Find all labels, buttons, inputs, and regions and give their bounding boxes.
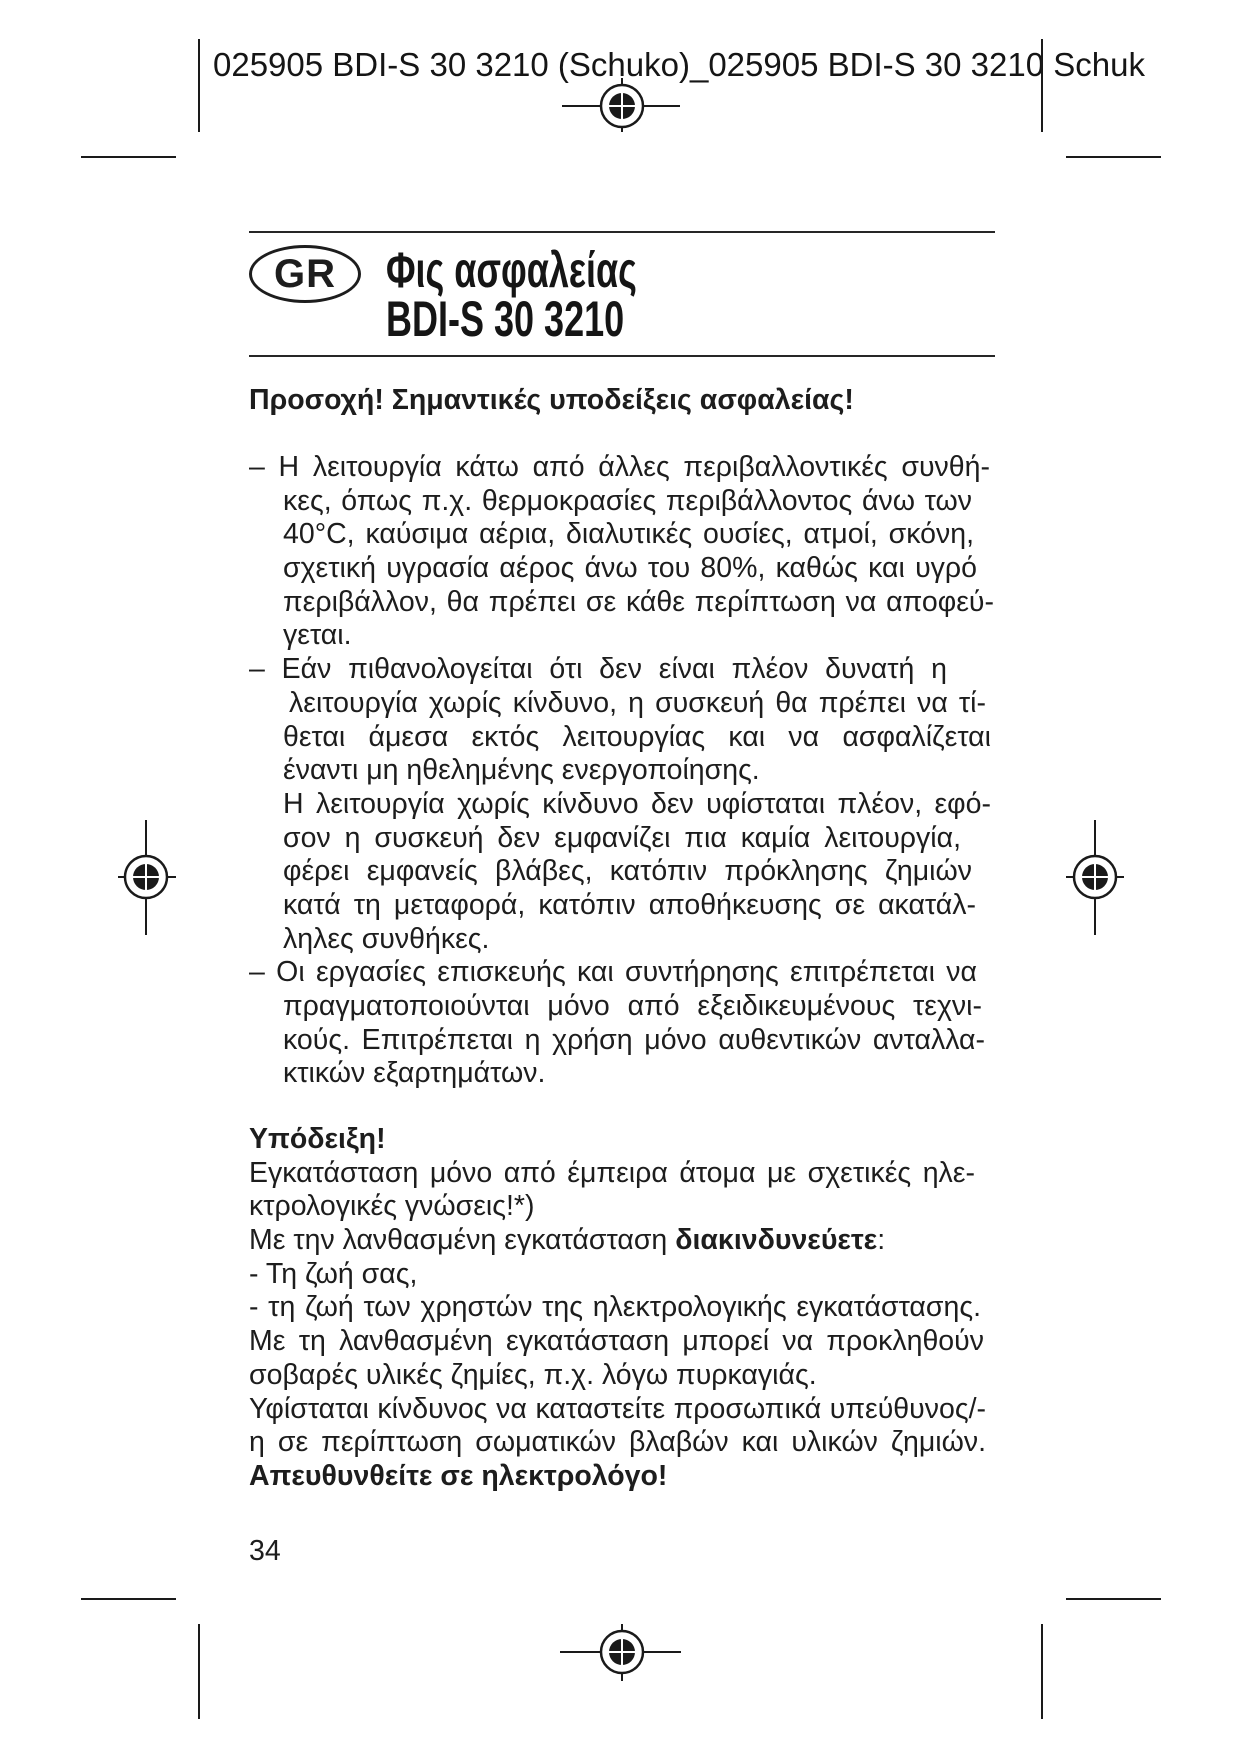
model-number: BDI-S 30 3210	[386, 291, 625, 347]
note-line: Υφίσταται κίνδυνος να καταστείτε προσωπικά υπεύθυνος/-	[249, 1392, 986, 1425]
list-line: κτικών εξαρτημάτων.	[283, 1057, 546, 1090]
registration-mark-right	[1066, 820, 1124, 935]
risk-line-prefix: Με την λανθασμένη εγκατάσταση	[249, 1224, 676, 1257]
list-line: 40°C, καύσιμα αέρια, διαλυτικές ουσίες, ατμοί, σκόνη,	[283, 518, 974, 551]
registration-mark-top	[562, 78, 680, 132]
registration-outer-ring	[125, 856, 167, 898]
language-badge-label: GR	[274, 252, 336, 296]
list-line: περιβάλλον, θα πρέπει σε κάθε περίπτωση να αποφεύ-	[283, 585, 994, 618]
risk-line-suffix: :	[877, 1224, 886, 1257]
registration-outer-ring	[601, 1631, 643, 1673]
note-line: Εγκατάσταση μόνο από έμπειρα άτομα με σχετικές ηλε-	[249, 1156, 975, 1189]
note-closing: Απευθυνθείτε σε ηλεκτρολόγο!	[249, 1459, 668, 1492]
registration-inner-disk	[609, 93, 635, 119]
risk-item: - τη ζωή των χρηστών της ηλεκτρολογικής εγκατάστασης.	[249, 1291, 981, 1324]
note-line: κτρολογικές γνώσεις!*)	[249, 1190, 535, 1223]
page-title: Φις ασφαλείας	[386, 242, 637, 298]
list-line: θεται άμεσα εκτός λειτουργίας και να ασφαλίζεται	[283, 720, 991, 753]
registration-inner-disk	[133, 864, 159, 890]
registration-mark-bottom	[560, 1624, 681, 1681]
list-line: – Οι εργασίες επισκευής και συντήρησης επιτρέπεται να	[249, 956, 977, 989]
list-line: κούς. Επιτρέπεται η χρήση μόνο αυθεντικών ανταλλα-	[283, 1023, 985, 1056]
list-line: – Εάν πιθανολογείται ότι δεν είναι πλέον δυνατή η	[249, 653, 947, 686]
list-line: ληλες συνθήκες.	[283, 922, 490, 955]
installation-note	[249, 1123, 986, 1494]
list-line: λειτουργία χωρίς κίνδυνο, η συσκευή θα πρέπει να τί-	[289, 686, 986, 719]
note-heading: Υπόδειξη!	[249, 1123, 386, 1155]
registration-mark-left	[118, 820, 176, 935]
risk-emphasis: διακινδυνεύετε	[675, 1224, 878, 1257]
list-line: σχετική υγρασία αέρος άνω του 80%, καθώς και υγρό	[283, 552, 977, 585]
list-line: έναντι μη ηθελημένης ενεργοποίησης.	[283, 754, 760, 787]
print-slug-line: 025905 BDI-S 30 3210 (Schuko)_025905 BDI-S 30 3210 Schuk	[213, 46, 1145, 83]
registration-inner-disk	[1082, 864, 1108, 890]
list-line: κες, όπως π.χ. θερμοκρασίες περιβάλλοντος άνω των	[283, 484, 972, 517]
warning-heading: Προσοχή! Σημαντικές υποδείξεις ασφαλείας!	[249, 384, 854, 416]
title-top-rule	[249, 231, 995, 233]
list-line: σον η συσκευή δεν εμφανίζει πια καμία λειτουργία,	[283, 821, 961, 854]
list-item	[249, 653, 994, 956]
registration-outer-ring	[601, 85, 643, 127]
risk-line	[249, 1224, 986, 1258]
list-item	[249, 451, 994, 653]
page-number: 34	[249, 1535, 281, 1567]
list-item	[249, 956, 994, 1091]
note-line: Με τη λανθασμένη εγκατάσταση μπορεί να προκληθούν	[249, 1325, 984, 1358]
warning-heading-block	[249, 384, 854, 418]
registration-outer-ring	[1074, 856, 1116, 898]
registration-inner-disk	[609, 1639, 635, 1665]
list-line: Η λειτουργία χωρίς κίνδυνο δεν υφίσταται πλέον, εφό-	[283, 787, 991, 820]
list-line: – Η λειτουργία κάτω από άλλες περιβαλλοντικές συνθή-	[249, 451, 990, 483]
title-bottom-rule	[249, 355, 995, 357]
language-badge	[249, 245, 361, 303]
safety-warning-list	[249, 451, 994, 1091]
list-line: κατά τη μεταφορά, κατόπιν αποθήκευσης σε ακατάλ-	[283, 888, 976, 921]
list-line: πραγματοποιούνται μόνο από εξειδικευμένους τεχνι-	[283, 990, 982, 1022]
risk-item: - Τη ζωή σας,	[249, 1257, 418, 1290]
note-line: η σε περίπτωση σωματικών βλαβών και υλικών ζημιών.	[249, 1426, 986, 1459]
list-line: φέρει εμφανείς βλάβες, κατόπιν πρόκλησης ζημιών	[283, 855, 972, 888]
note-line: σοβαρές υλικές ζημίες, π.χ. λόγω πυρκαγιάς.	[249, 1358, 817, 1391]
list-line: γεται.	[283, 619, 352, 652]
